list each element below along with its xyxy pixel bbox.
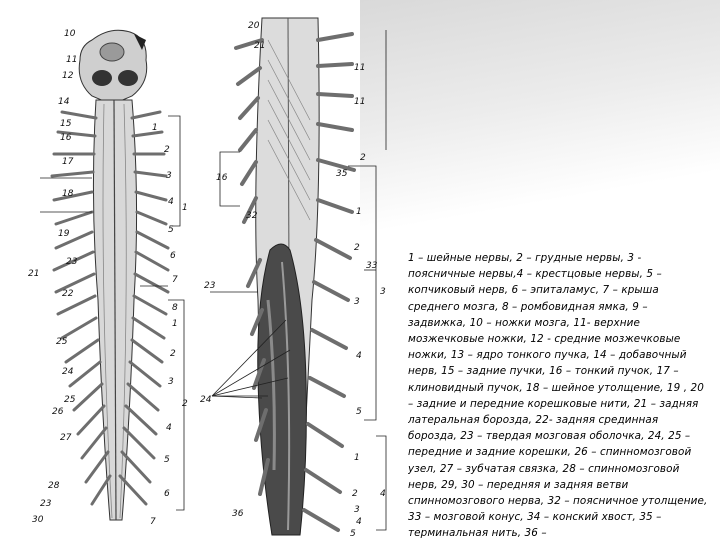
left-label: 26 — [52, 407, 64, 417]
left-right-label: 6 — [170, 251, 176, 261]
right-side-label: 32 — [246, 211, 258, 221]
right-spinal-cord-figure — [200, 18, 386, 539]
left-right-label: 2 — [170, 349, 176, 359]
left-label: 30 — [32, 515, 44, 525]
right-top-label: 11 — [354, 63, 366, 73]
right-side-label: 5 — [356, 407, 362, 417]
left-label: 22 — [62, 289, 74, 299]
left-right-label: 3 — [166, 171, 172, 181]
right-side-label: 24 — [200, 395, 212, 405]
right-side-label: 36 — [232, 509, 244, 519]
right-side-label: 2 — [352, 489, 358, 499]
right-top-label: 11 — [354, 97, 366, 107]
right-side-label: 3 — [380, 287, 386, 297]
caption-legend: 1 – шейные нервы, 2 – грудные нервы, 3 - поясничные нервы,4 – крестцовые нервы, 5 – копчиковый нерв, 6 – эпиталамус, 7 – крыша среднего мозга, 8 – ромбовидная ямка, 9 – задвижка, 10 – ножки мозга, 11- верхние мозжечковые ножки, 12 - средние мозжечковые ножки, 13 – ядро тонкого пучка, 14 – добавочный нерв, 15 – задние пучки, 16 – тонкий пучок, 17 – клиновидный пучок, 18 – шейное утолщение, 19 , 20 – задние и передние корешковые нити, 21 – задняя латеральная борозда, 22- задняя срединная борозда, 23 – твердая мозговая оболочка, 24, 25 – передние и задние корешки, 26 – спинномозговой узел, 27 – зубчатая связка, 28 – спинномозговой нерв, 29, 30 – передняя и задняя ветви спинномозгового нерва, 32 – поясничное утолщение, 33 – мозговой конус, 34 – конский хвост, 35 – терминальная нить, 36 – — [408, 252, 708, 538]
left-label: 27 — [60, 433, 72, 443]
right-side-label: 23 — [204, 281, 216, 291]
left-right-label: 8 — [172, 303, 178, 313]
left-right-label: 1 — [172, 319, 178, 329]
left-bracket-label: 2 — [182, 399, 188, 409]
right-top-label: 1 — [356, 207, 362, 217]
right-top-label: 20 — [248, 21, 260, 31]
left-right-label: 7 — [150, 517, 156, 527]
left-label: 18 — [62, 189, 74, 199]
left-right-label: 5 — [164, 455, 170, 465]
left-right-label: 3 — [168, 377, 174, 387]
left-label: 11 — [66, 55, 78, 65]
right-side-label: 2 — [354, 243, 360, 253]
right-side-label: 3 — [354, 297, 360, 307]
left-label: 21 — [28, 269, 40, 279]
right-side-label: 35 — [336, 169, 348, 179]
left-label: 23 — [40, 499, 52, 509]
right-side-label: 16 — [216, 173, 228, 183]
right-side-label: 4 — [356, 517, 362, 527]
left-label: 25 — [64, 395, 76, 405]
right-side-label: 4 — [356, 351, 362, 361]
left-right-label: 2 — [164, 145, 170, 155]
left-label: 10 — [64, 29, 76, 39]
left-label: 28 — [48, 481, 60, 491]
right-side-label: 33 — [366, 261, 378, 271]
right-top-label: 2 — [360, 153, 366, 163]
left-label: 14 — [58, 97, 70, 107]
left-right-label: 4 — [166, 423, 172, 433]
left-bracket-label: 1 — [182, 203, 188, 213]
right-top-label: 21 — [254, 41, 266, 51]
left-label: 19 — [58, 229, 70, 239]
left-label: 16 — [60, 133, 72, 143]
right-side-label: 4 — [380, 489, 386, 499]
left-right-label: 6 — [164, 489, 170, 499]
right-side-label: 1 — [354, 453, 360, 463]
left-label: 15 — [60, 119, 72, 129]
left-label: 24 — [62, 367, 74, 377]
right-side-label: 3 — [354, 505, 360, 515]
left-right-label: 5 — [168, 225, 174, 235]
left-label: 12 — [62, 71, 74, 81]
left-right-label: 4 — [168, 197, 174, 207]
left-right-label: 7 — [172, 275, 178, 285]
left-label: 17 — [62, 157, 74, 167]
right-side-label: 5 — [350, 529, 356, 539]
left-label: 25 — [56, 337, 68, 347]
left-label: 23 — [66, 257, 78, 267]
left-spinal-cord-figure — [28, 29, 188, 527]
left-right-label: 1 — [152, 123, 158, 133]
